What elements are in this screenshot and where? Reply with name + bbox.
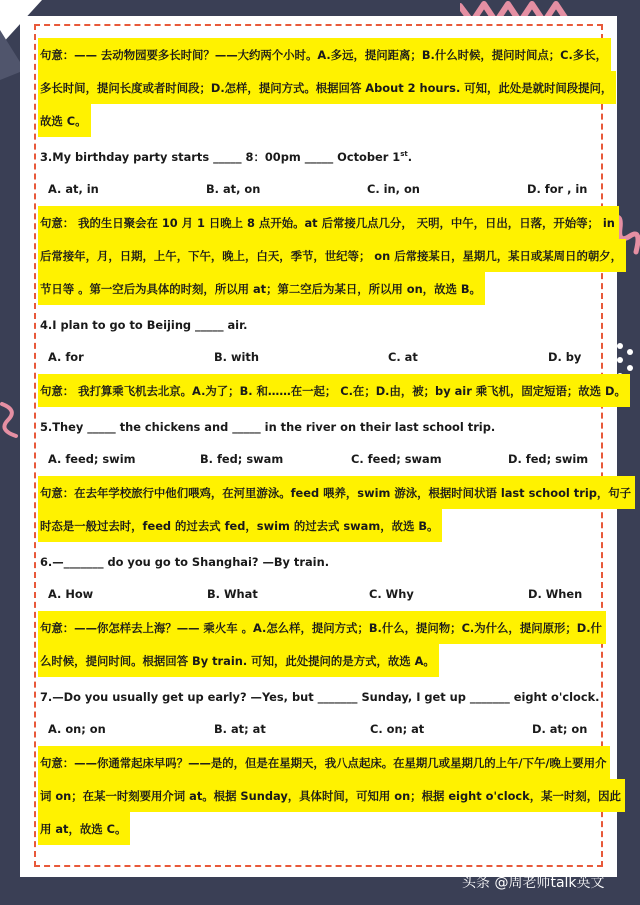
option-b: B. What xyxy=(207,587,258,601)
explanation-q7 xyxy=(38,746,621,845)
options-q5 xyxy=(38,451,604,467)
explanation-line: 句意：——你怎样去上海？—— 乘火车 。A.怎么样，提问方式；B.什么，提问物；C.为什么，提问原形；D.什 xyxy=(38,611,606,644)
option-b: B. at, on xyxy=(206,182,261,196)
question-text-end: . xyxy=(407,150,413,164)
question-3 xyxy=(38,141,604,173)
explanation-line: 么时候，提问时间。根据回答 By train. 可知，此处提问的是方式，故选 A。 xyxy=(38,644,439,677)
options-q4 xyxy=(38,349,604,365)
question-7: 7.—Do you usually get up early? —Yes, but _______ Sunday, I get up _______ eight o'clock. xyxy=(40,690,600,704)
option-d: D. at; on xyxy=(532,722,588,736)
explanation-line: 故选 C。 xyxy=(38,104,91,137)
question-4: 4.I plan to go to Beijing _____ air. xyxy=(40,318,248,332)
option-a: A. How xyxy=(48,587,94,601)
option-c: C. at xyxy=(388,350,418,364)
option-b: B. with xyxy=(214,350,259,364)
wave-decoration-left xyxy=(0,400,22,440)
options-q3 xyxy=(38,181,604,197)
option-d: D. When xyxy=(528,587,583,601)
option-d: D. for , in xyxy=(527,182,588,196)
explanation-q6 xyxy=(38,611,604,677)
question-5: 5.They _____ the chickens and _____ in the river on their last school trip. xyxy=(40,420,496,434)
question-superscript: st xyxy=(400,150,408,159)
worksheet-page xyxy=(20,16,632,877)
question-6: 6.—_______ do you go to Shanghai? —By train. xyxy=(40,555,330,569)
options-q6 xyxy=(38,586,604,602)
explanation-line: 多长时间，提问长度或者时间段；D.怎样，提问方式。根据回答 About 2 hours. 可知，此处是就时间段提问， xyxy=(38,71,616,104)
explanation-line: 用 at，故选 C。 xyxy=(38,812,130,845)
explanation-q4 xyxy=(38,374,626,407)
explanation-q3 xyxy=(38,206,623,305)
explanation-line: 句意：——你通常起床早吗？——是的，但是在星期天，我八点起床。在星期几或星期几的上午/下午/晚上要用介 xyxy=(38,746,610,779)
explanation-q5 xyxy=(38,476,632,542)
question-text: 3.My birthday party starts _____ 8：00pm _____ October 1 xyxy=(40,150,401,164)
explanation-line: 节日等 。第一空后为具体的时刻，所以用 at；第二空后为某日，所以用 on，故选 B。 xyxy=(38,272,485,305)
explanation-line: 句意：在去年学校旅行中他们喂鸡，在河里游泳。feed 喂养，swim 游泳，根据时间状语 last school trip，句子 xyxy=(38,476,635,509)
option-a: A. for xyxy=(48,350,84,364)
option-c: C. Why xyxy=(369,587,414,601)
option-b: B. fed; swam xyxy=(200,452,284,466)
worksheet-content xyxy=(38,38,632,849)
option-a: A. on; on xyxy=(48,722,106,736)
option-b: B. at; at xyxy=(214,722,266,736)
explanation-line: 句意： 我打算乘飞机去北京。A.为了；B. 和……在一起； C.在；D.由，被；by air 乘飞机，固定短语；故选 D。 xyxy=(38,374,630,407)
explanation-line: 后常接年，月，日期，上午，下午，晚上，白天，季节，世纪等； on 后常接某日，星期几，某日或某周日的朝夕， xyxy=(38,239,626,272)
explanation-line: 句意：—— 去动物园要多长时间？——大约两个小时。A.多远，提问距离；B.什么时候，提问时间点；C.多长， xyxy=(38,38,611,71)
option-c: C. feed; swam xyxy=(351,452,442,466)
options-q7 xyxy=(38,721,604,737)
explanation-line: 词 on；在某一时刻要用介词 at。根据 Sunday，具体时间，可知用 on；根据 eight o'clock，某一时刻，因此 xyxy=(38,779,625,812)
option-d: D. fed; swim xyxy=(508,452,589,466)
option-a: A. feed; swim xyxy=(48,452,136,466)
option-a: A. at, in xyxy=(48,182,99,196)
option-c: C. on; at xyxy=(370,722,425,736)
watermark: 头条 @周老师talk英文 xyxy=(462,875,605,891)
option-c: C. in, on xyxy=(367,182,420,196)
explanation-line: 时态是一般过去时，feed 的过去式 fed，swim 的过去式 swam，故选 B。 xyxy=(38,509,442,542)
option-d: D. by xyxy=(548,350,582,364)
explanation-q2 xyxy=(38,38,613,137)
explanation-line: 句意： 我的生日聚会在 10 月 1 日晚上 8 点开始。at 后常接几点几分， 天明，中午，日出，日落，开始等； in xyxy=(38,206,619,239)
